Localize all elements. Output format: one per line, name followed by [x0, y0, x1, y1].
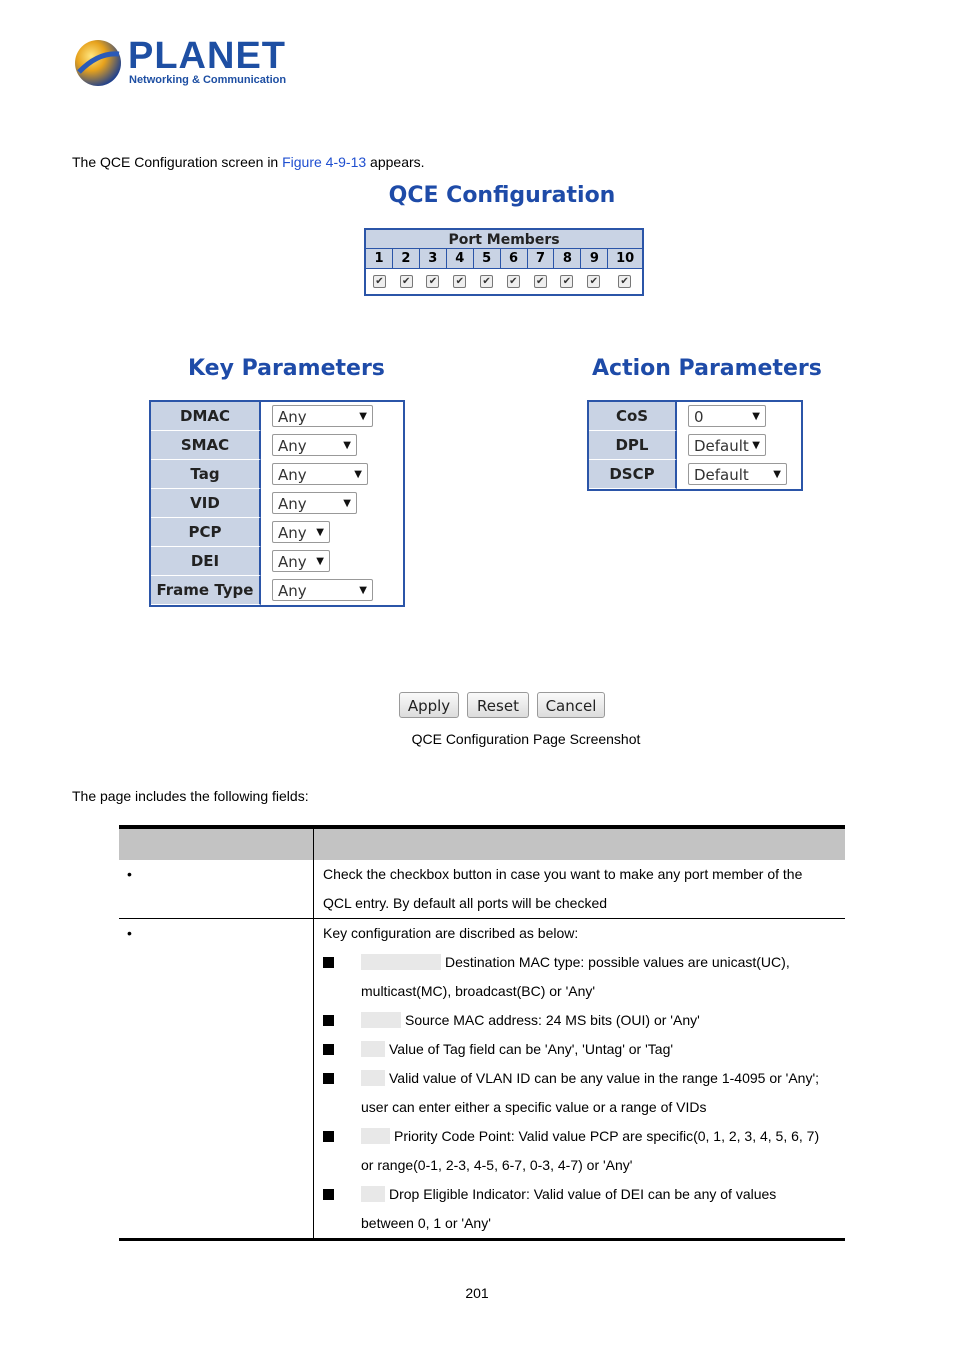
port-checkbox[interactable]: ✔ — [587, 275, 600, 288]
param-row — [589, 402, 801, 431]
key-config-line — [323, 1180, 845, 1209]
bullet: • — [127, 866, 132, 882]
key-config-text: Valid value of VLAN ID can be any value in the range 1-4095 or 'Any'; — [389, 1070, 820, 1086]
param-row — [151, 431, 403, 460]
param-label: VID — [151, 489, 261, 518]
key-config-text: Value of Tag field can be 'Any', 'Untag' or 'Tag' — [389, 1041, 674, 1057]
port-members-header: Port Members — [366, 230, 642, 249]
dropdown-arrow-icon: ▼ — [359, 585, 367, 596]
table-row — [119, 919, 845, 1238]
dropdown-arrow-icon: ▼ — [752, 440, 760, 451]
port-members-table — [364, 228, 644, 296]
figure-link[interactable]: Figure 4-9-13 — [282, 154, 367, 170]
param-row — [151, 460, 403, 489]
row1-line-2: QCL entry. By default all ports will be checked — [323, 895, 608, 911]
port-checkbox[interactable]: ✔ — [453, 275, 466, 288]
param-select-value: Any — [278, 437, 307, 455]
figure-caption: QCE Configuration Page Screenshot — [411, 731, 641, 747]
port-checkbox[interactable]: ✔ — [426, 275, 439, 288]
port-number: 3 — [420, 249, 447, 268]
dropdown-arrow-icon: ▼ — [316, 556, 324, 567]
square-bullet-icon — [323, 1073, 334, 1084]
key-config-line — [323, 1093, 845, 1122]
param-select[interactable] — [688, 434, 766, 456]
port-checkbox[interactable]: ✔ — [507, 275, 520, 288]
logo-tagline: Networking & Communication — [129, 74, 287, 86]
dropdown-arrow-icon: ▼ — [343, 498, 351, 509]
param-select[interactable] — [272, 434, 357, 456]
key-config-line — [323, 1064, 845, 1093]
param-label: CoS — [589, 402, 677, 431]
dropdown-arrow-icon: ▼ — [359, 411, 367, 422]
port-cell — [607, 275, 642, 288]
dropdown-arrow-icon: ▼ — [343, 440, 351, 451]
intro-text — [72, 153, 425, 171]
param-select[interactable] — [272, 492, 357, 514]
key-config-line — [323, 1006, 845, 1035]
port-cell — [500, 275, 527, 288]
field-name-placeholder — [361, 1186, 385, 1202]
param-select-value: 0 — [694, 408, 704, 426]
key-config-line — [323, 1151, 845, 1180]
param-label: Frame Type — [151, 576, 261, 605]
port-number: 6 — [501, 249, 528, 268]
param-select-value: Any — [278, 466, 307, 484]
square-bullet-icon — [323, 957, 334, 968]
key-parameters-table — [149, 400, 405, 607]
port-cell — [527, 275, 554, 288]
port-cell — [554, 275, 581, 288]
param-select[interactable] — [688, 463, 787, 485]
param-select[interactable] — [272, 463, 368, 485]
planet-logo — [73, 35, 287, 92]
intro-before: The QCE Configuration screen in — [72, 154, 283, 170]
fields-intro: The page includes the following fields: — [72, 788, 309, 804]
param-label: DMAC — [151, 402, 261, 431]
param-select[interactable] — [272, 550, 330, 572]
port-checkbox[interactable]: ✔ — [560, 275, 573, 288]
param-select[interactable] — [688, 405, 766, 427]
port-number: 8 — [554, 249, 581, 268]
row2-intro: Key configuration are discribed as below: — [323, 925, 579, 941]
dropdown-arrow-icon: ▼ — [354, 469, 362, 480]
port-cell — [446, 275, 473, 288]
port-cell — [420, 275, 447, 288]
square-bullet-icon — [323, 1015, 334, 1026]
page-number: 201 — [465, 1285, 489, 1301]
logo-brand: PLANET — [128, 35, 286, 77]
field-name-placeholder — [361, 1041, 385, 1057]
field-name-placeholder — [361, 1128, 390, 1144]
port-checkbox[interactable]: ✔ — [480, 275, 493, 288]
key-config-line — [323, 977, 845, 1006]
key-config-text: Priority Code Point: Valid value PCP are specific(0, 1, 2, 3, 4, 5, 6, 7) — [394, 1128, 820, 1144]
port-cell — [393, 275, 420, 288]
key-config-text: multicast(MC), broadcast(BC) or 'Any' — [361, 983, 596, 999]
port-checkbox[interactable]: ✔ — [618, 275, 631, 288]
param-select[interactable] — [272, 579, 373, 601]
port-number: 1 — [366, 249, 393, 268]
field-name-placeholder — [361, 1070, 385, 1086]
key-config-line — [323, 1035, 845, 1064]
param-row — [589, 460, 801, 489]
port-checkbox[interactable]: ✔ — [373, 275, 386, 288]
param-label: DEI — [151, 547, 261, 576]
fields-table — [119, 825, 845, 1241]
param-label: SMAC — [151, 431, 261, 460]
param-row — [151, 576, 403, 605]
port-number: 10 — [616, 251, 635, 266]
square-bullet-icon — [323, 1131, 334, 1142]
port-number: 2 — [393, 249, 420, 268]
bullet: • — [127, 925, 132, 941]
square-bullet-icon — [323, 1189, 334, 1200]
port-number: 7 — [528, 249, 555, 268]
port-cell — [366, 275, 393, 288]
cancel-button[interactable]: Cancel — [537, 692, 605, 718]
param-row — [151, 518, 403, 547]
port-number-row — [366, 249, 642, 269]
param-label: Tag — [151, 460, 261, 489]
key-config-text: or range(0-1, 2-3, 4-5, 6-7, 0-3, 4-7) or 'Any' — [361, 1157, 633, 1173]
param-row — [151, 402, 403, 431]
param-select-value: Any — [278, 582, 307, 600]
action-parameters-title: Action Parameters — [592, 356, 822, 381]
key-config-line — [323, 948, 845, 977]
key-config-line — [323, 1209, 845, 1238]
param-label: PCP — [151, 518, 261, 547]
param-row — [151, 489, 403, 518]
param-select-value: Any — [278, 495, 307, 513]
param-select-value: Any — [278, 524, 307, 542]
square-bullet-icon — [323, 1044, 334, 1055]
action-parameters-table — [587, 400, 803, 491]
param-label: DSCP — [589, 460, 677, 489]
param-select-value: Any — [278, 553, 307, 571]
reset-button[interactable]: Reset — [467, 692, 529, 718]
key-config-text: between 0, 1 or 'Any' — [361, 1215, 491, 1231]
param-select-value: Default — [694, 466, 749, 484]
port-checkbox[interactable]: ✔ — [534, 275, 547, 288]
port-checkbox-row — [366, 269, 642, 294]
param-row — [151, 547, 403, 576]
port-number: 4 — [447, 249, 474, 268]
param-select-value: Any — [278, 408, 307, 426]
field-name-placeholder — [361, 954, 441, 970]
port-number: 5 — [474, 249, 501, 268]
param-label: DPL — [589, 431, 677, 460]
param-select-value: Default — [694, 437, 749, 455]
port-checkbox[interactable]: ✔ — [400, 275, 413, 288]
field-name-placeholder — [361, 1012, 401, 1028]
port-cell — [580, 275, 607, 288]
port-cell — [473, 275, 500, 288]
apply-button[interactable]: Apply — [399, 692, 459, 718]
table-row — [119, 860, 845, 919]
param-select[interactable] — [272, 521, 330, 543]
qce-title: QCE Configuration — [388, 183, 616, 208]
key-config-text: user can enter either a specific value or a range of VIDs — [361, 1099, 707, 1115]
dropdown-arrow-icon: ▼ — [316, 527, 324, 538]
fields-table-header — [119, 828, 845, 860]
port-number: 9 — [581, 249, 608, 268]
param-row — [589, 431, 801, 460]
dropdown-arrow-icon: ▼ — [752, 411, 760, 422]
intro-after: appears. — [366, 154, 425, 170]
key-config-text: Drop Eligible Indicator: Valid value of DEI can be any of values — [389, 1186, 777, 1202]
dropdown-arrow-icon: ▼ — [773, 469, 781, 480]
globe-icon — [73, 38, 123, 88]
param-select[interactable] — [272, 405, 373, 427]
key-config-line — [323, 1122, 845, 1151]
key-config-text: Source MAC address: 24 MS bits (OUI) or 'Any' — [405, 1012, 700, 1028]
key-config-text: Destination MAC type: possible values are unicast(UC), — [445, 954, 790, 970]
row1-line-1: Check the checkbox button in case you want to make any port member of the — [323, 866, 803, 882]
key-parameters-title: Key Parameters — [188, 356, 385, 381]
